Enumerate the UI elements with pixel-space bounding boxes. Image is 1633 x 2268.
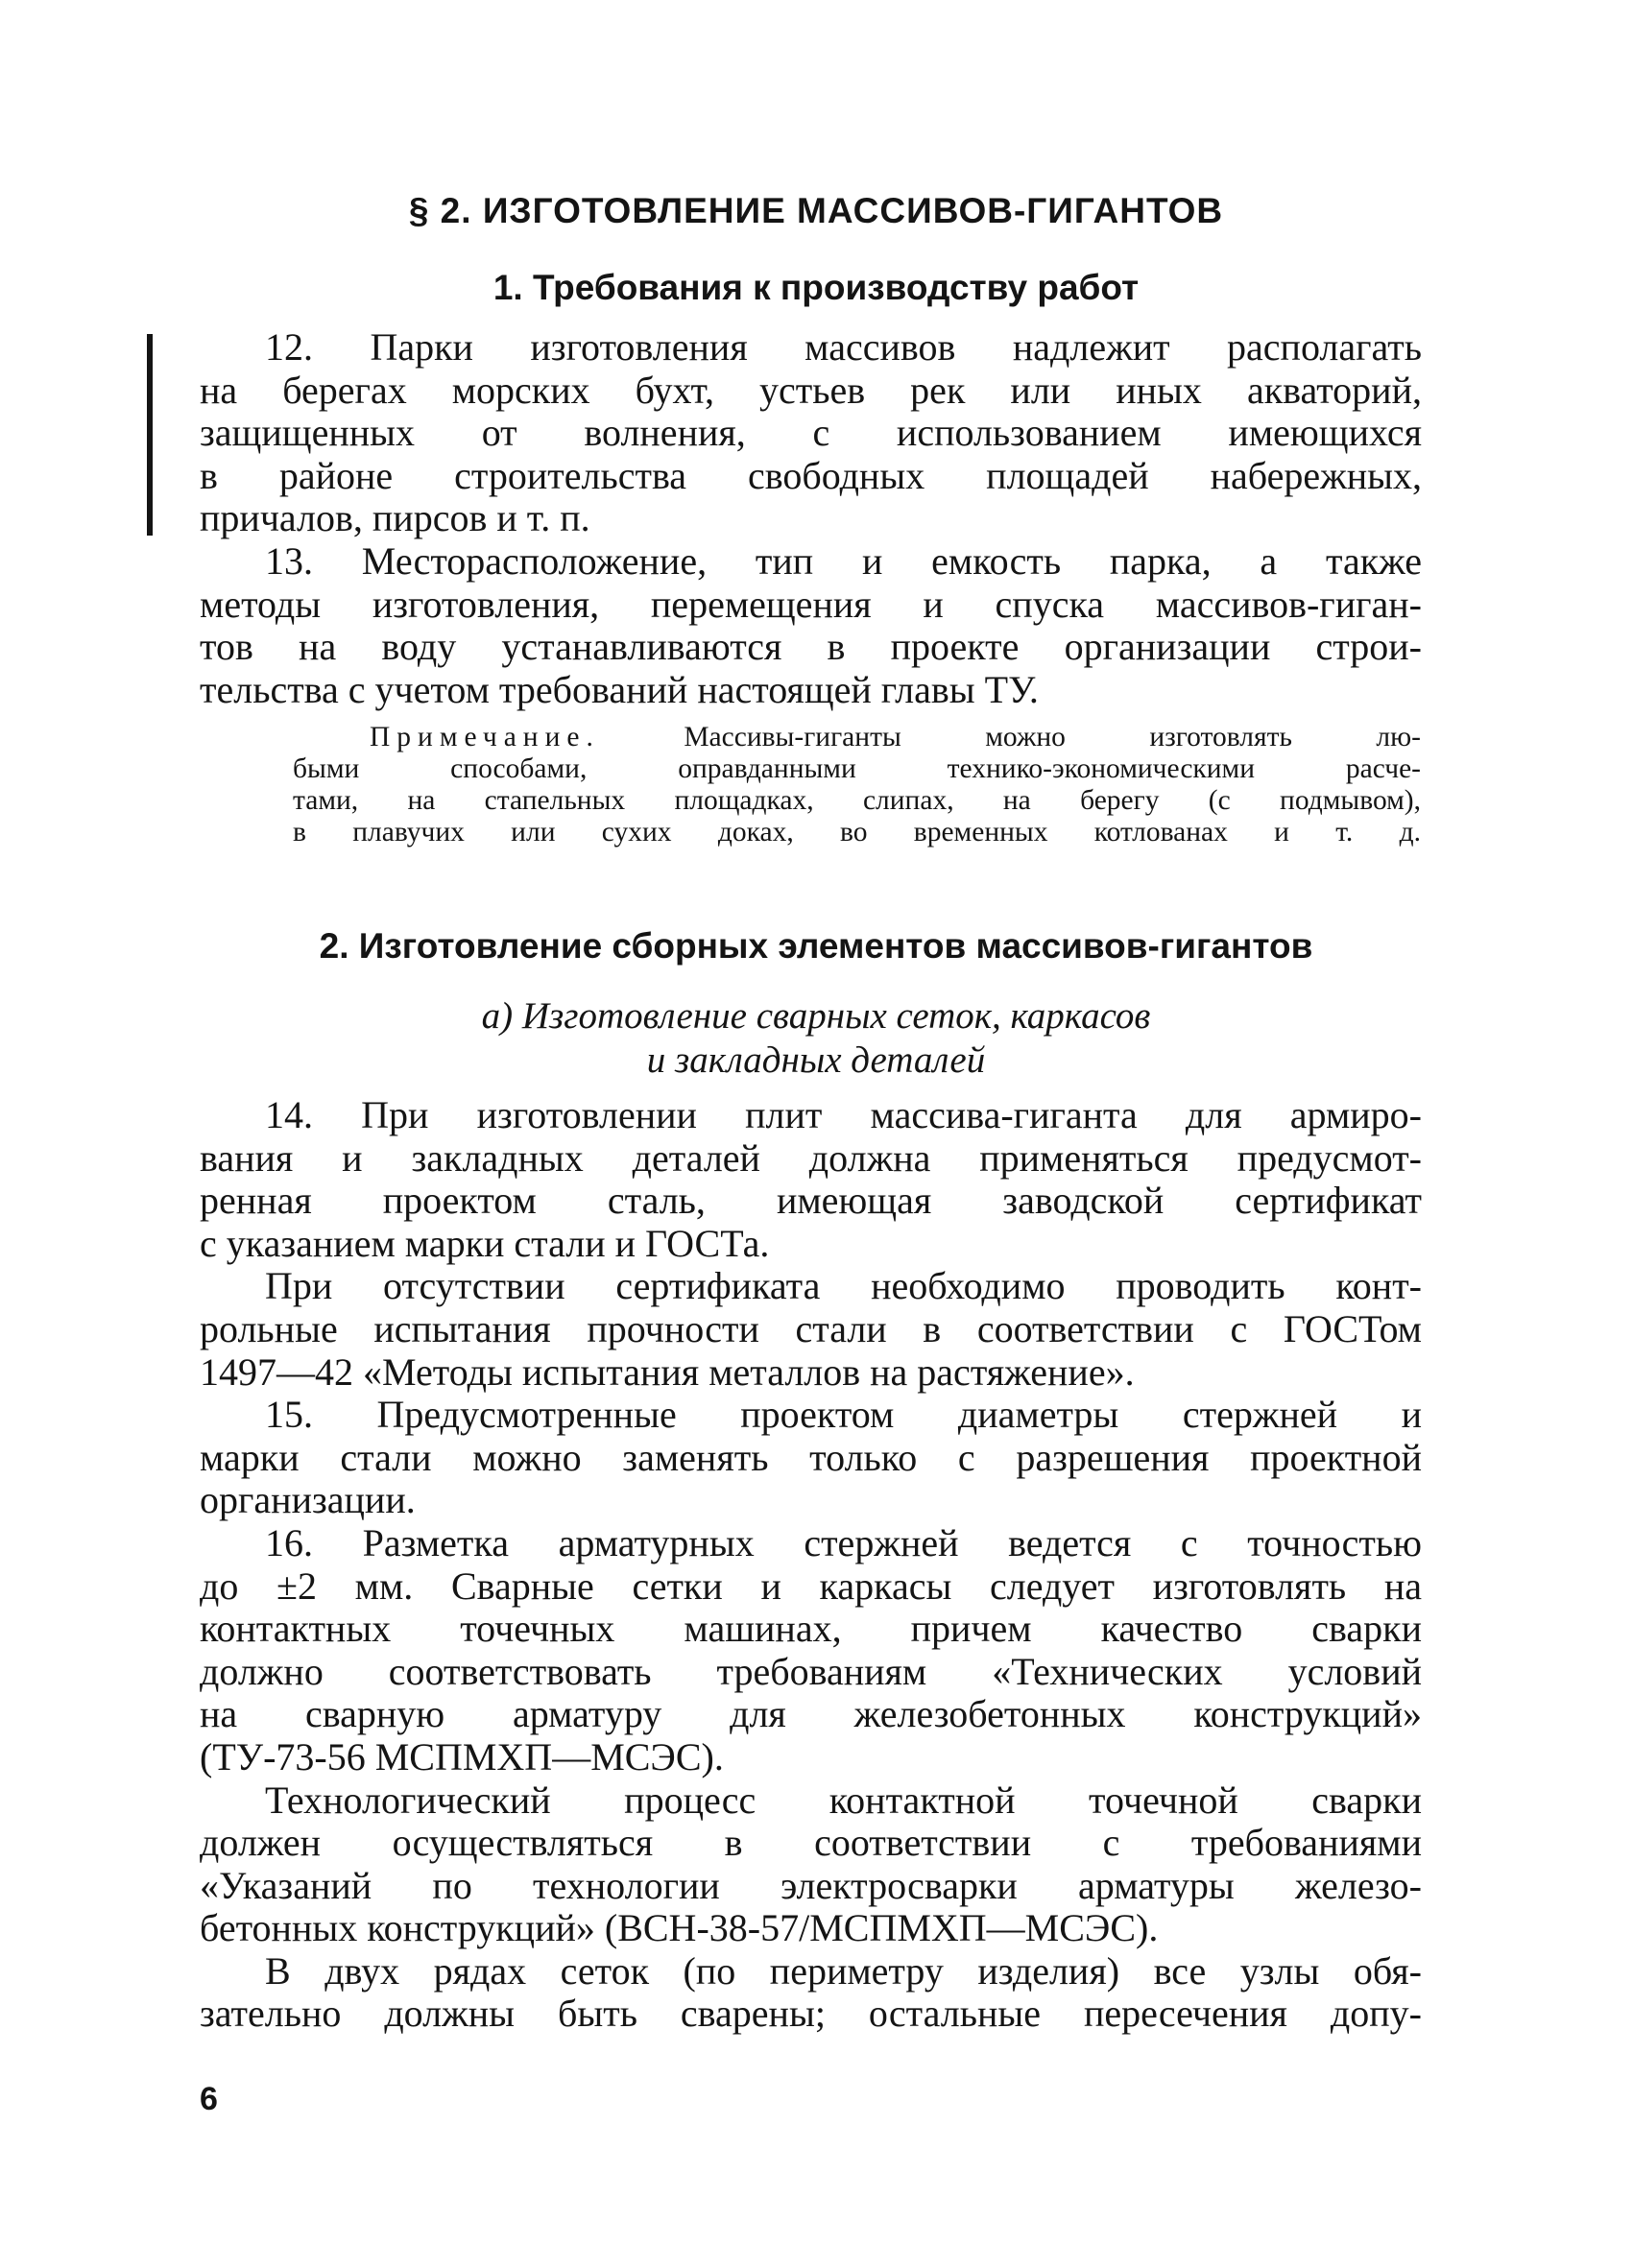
text-line: 1497—42 «Методы испытания металлов на растяжение».	[200, 1349, 1135, 1394]
subsection-heading-requirements: 1. Требования к производству работ	[492, 268, 1140, 307]
italic-subheading	[192, 994, 1440, 1083]
text-line: должно соответствовать требованиям «Технических условий	[200, 1649, 1422, 1693]
page-number: 6	[200, 2081, 218, 2117]
text-line: зательно должны быть сварены; остальные пересечения допу-	[200, 1992, 1422, 2036]
note-first-line	[293, 722, 1421, 753]
note-line: тами, на стапельных площадках, слипах, на берегу (с подмывом),	[293, 785, 1421, 816]
text-line: Технологический процесс контактной точечной сварки	[265, 1778, 1422, 1822]
subsection-heading-prefabricated-elements: 2. Изготовление сборных элементов массивов-гигантов	[319, 926, 1313, 966]
text-line: причалов, пирсов и т. п.	[200, 496, 590, 540]
text-line: защищенных от волнения, с использованием имеющихся	[200, 411, 1422, 455]
text-line: 13. Месторасположение, тип и емкость парка, а также	[265, 538, 1422, 583]
text-line: с указанием марки стали и ГОСТа.	[200, 1221, 770, 1265]
note-line: быми способами, оправданными технико-экономическими расче-	[293, 753, 1421, 784]
text-line: «Указаний по технологии электросварки арматуры железо-	[200, 1863, 1422, 1907]
text-line: до ±2 мм. Сварные сетки и каркасы следует изготовлять на	[200, 1564, 1422, 1608]
text-line: в районе строительства свободных площадей набережных,	[200, 453, 1422, 497]
text-line: контактных точечных машинах, причем качество сварки	[200, 1607, 1422, 1651]
text-line: При отсутствии сертификата необходимо проводить конт-	[265, 1264, 1422, 1308]
paragraphs-14-16	[200, 1094, 1422, 2036]
note-text: Массивы-гиганты можно изготовлять лю-	[684, 722, 1422, 752]
text-line: ренная проектом сталь, имеющая заводской сертификат	[200, 1179, 1422, 1223]
text-line: рольные испытания прочности стали в соответствии с ГОСТом	[200, 1306, 1422, 1350]
text-line: на берегах морских бухт, устьев рек или иных акваторий,	[200, 368, 1422, 412]
margin-revision-bar	[147, 334, 153, 536]
note-line: в плавучих или сухих доках, во временных котлованах и т. д.	[293, 817, 1421, 848]
note-label: Примечание.	[370, 722, 600, 752]
text-line: на сварную арматуру для железобетонных конструкций»	[200, 1692, 1422, 1736]
note-block	[293, 722, 1421, 848]
italic-subheading-line: а) Изготовление сварных сеток, каркасов	[481, 995, 1151, 1037]
text-line: В двух рядах сеток (по периметру изделия) все узлы обя-	[265, 1948, 1422, 1993]
text-line: 14. При изготовлении плит массива-гиганта для армиро-	[265, 1093, 1422, 1136]
italic-subheading-line: и закладных деталей	[646, 1039, 986, 1081]
text-line: марки стали можно заменять только с разрешения проектной	[200, 1435, 1422, 1479]
text-line: (ТУ-73-56 МСПМХП—МСЭС).	[200, 1734, 724, 1779]
text-line: организации.	[200, 1478, 416, 1522]
text-line: 15. Предусмотренные проектом диаметры стержней и	[265, 1393, 1422, 1437]
text-line: должен осуществляться в соответствии с требованиями	[200, 1821, 1422, 1865]
section-title: § 2. ИЗГОТОВЛЕНИЕ МАССИВОВ-ГИГАНТОВ	[408, 191, 1224, 230]
text-line: вания и закладных деталей должна применяться предусмот-	[200, 1135, 1422, 1180]
text-line: тов на воду устанавливаются в проекте организации строи-	[200, 625, 1422, 669]
text-line: тельства с учетом требований настоящей главы ТУ.	[200, 667, 1039, 711]
text-line: методы изготовления, перемещения и спуска массивов-гиган-	[200, 582, 1422, 626]
text-line: 12. Парки изготовления массивов надлежит располагать	[265, 325, 1422, 369]
text-line: бетонных конструкций» (ВСН-38-57/МСПМХП—МСЭС).	[200, 1906, 1159, 1950]
text-line: 16. Разметка арматурных стержней ведется с точностью	[265, 1520, 1422, 1564]
paragraphs-12-13	[200, 326, 1422, 711]
